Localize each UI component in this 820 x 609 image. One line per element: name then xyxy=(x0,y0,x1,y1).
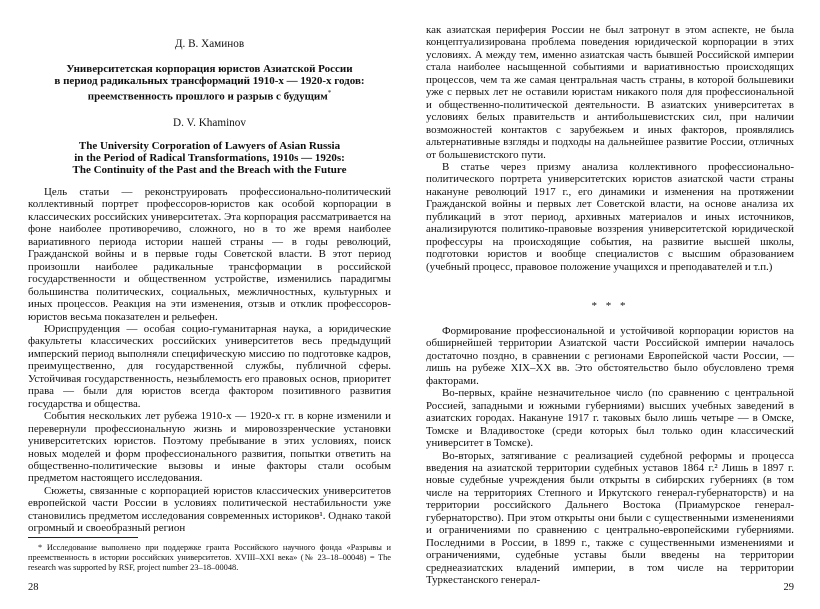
paragraph: Цель статьи — реконструировать профессионально-политический коллективный портрет профессоров-юристов как особой корпорации в классических российских университетах. Эта корпорация рассматривается на фоне наиболее противоречиво, сложного, но в то же время наиболее вариативного периода истории нашей страны — в годы революций, Гражданской войны и в первые годы Советской власти. В этот период произошли наиболее радикальные трансформации в российской государственности и общественном устройстве, изменились парадигмы большинства политических, социальных, межличностных, культурных и иных процессов. Реакция на эти изменения, отзыв и отклик профессоров-юристов весьма показателен и рельефен. xyxy=(28,186,391,323)
footnote-mark: * xyxy=(327,89,332,98)
paragraph: В статье через призму анализа коллективного профессионально-политического портрета университетских юристов азиатской части страны накануне революций 1917 г., его динамики и изменения на протяжении Гражданской войны и первых лет Советской власти, на основе анализа их публикаций в этот период, архивных материалов и иных источников, анализируются политико-правовые воззрения университетской юридической профессуры на происходящие события, на развитие высшей школы, подготовки юристов и вообще специалистов с высшим образованием (учебный процесс, правовое положение учащихся и преподавателей и т.п.) xyxy=(426,160,794,273)
title-en-line: in the Period of Radical Transformations, 1910s — 1920s: xyxy=(74,152,345,165)
body-text-right-top xyxy=(426,24,794,273)
page-number-right: 29 xyxy=(783,582,794,593)
page-number-left: 28 xyxy=(28,582,39,593)
paragraph: Во-вторых, затягивание с реализацией судебной реформы и процесса введения на азиатской территории судебных уставов 1864 г.² Лишь в 1897 г. новые судебные учреждения были открыты в сибирских губерниях (в том числе на территориях Степного и Иркутского генерал-губернаторств) и на территории российского Дальнего Востока (Приамурское генерал-губернаторство). При этом открыты они были с существенными изменениями и ограничениями по сравнению с центрально-европейскими губерниями. Последними в России, в 1899 г., также с существенными изменениями и ограничениями, судебные уставы были введены на территории среднеазиатских владений империи, в том числе на территории Туркестанского генерал- xyxy=(426,449,794,587)
body-text-right-bottom xyxy=(426,325,794,587)
footnote-rule xyxy=(28,537,138,538)
paragraph: События нескольких лет рубежа 1910-х — 1920-х гг. в корне изменили и перевернули профессиональную жизнь и мировоззренческие установки университетских юристов. Поэтому пребывание в этих условиях, поиск новых моделей и форм профессионального развития, попытки ответить на общественно-политические вызовы и иные факторы стали особым предметом настоящего исследования. xyxy=(28,410,391,485)
paragraph: Во-первых, крайне незначительное число (по сравнению с центральной Россией, западными и южными губерниями) высших учебных заведений в азиатских городах. Накануне 1917 г. таковых было лишь четыре — в Омске, Томске и Владивостоке (среди которых был только один классический университет в Томске). xyxy=(426,387,794,450)
title-en-line: The University Corporation of Lawyers of Asian Russia xyxy=(78,140,341,152)
right-page xyxy=(426,0,794,609)
author-ru: Д. В. Хаминов xyxy=(174,38,245,50)
title-en-line: The Continuity of the Past and the Breach with the Future xyxy=(72,164,347,177)
title-ru-line: Университетская корпорация юристов Азиатской России xyxy=(66,63,353,75)
author-en: D. V. Khaminov xyxy=(173,117,246,129)
title-ru-line: в период радикальных трансформаций 1910-х — 1920-х годов: xyxy=(54,75,365,88)
left-page xyxy=(28,0,391,609)
paragraph: Юриспруденция — особая социо-гуманитарная наука, а юридические факультеты классических российских университетов весь предыдущий имперский период выполняли специфическую миссию по подготовке кадров, преимущественно, для государственной службы, публичной сферы. Устойчивая государственность, незыблемость его правовых основ, приоритет права — были для юристов всегда фактором позитивного развития государства и общества. xyxy=(28,322,391,410)
body-text-left xyxy=(28,186,391,535)
title-en xyxy=(28,140,391,177)
paragraph: Сюжеты, связанные с корпорацией юристов классических университетов европейской части России в условиях политической нестабильности уже становились предметом исследования современных историков¹. Однако такой огромный и своеобразный регион xyxy=(28,484,391,535)
paragraph: как азиатская периферия России не был затронут в этом аспекте, не была концептуализирована проблема поведения юридической корпорации в этих условиях. А между тем, именно азиатская часть бывшей Российской империи стала наиболее насыщенной событиями и вариативностью происходящих процессов, чем та же самая центральная часть страны, в которой большевики уже с первых лет не оставили юристам никакого поля для профессиональной и общественно-политической деятельности. В азиатских университетах в условиях белых правительств и антибольшевистских сил, при наличии возможностей контактов с зарубежьем и иных факторов, проявлялись альтернативные взгляды и подходы на дальнейшее развитие России, отличных от большевистского пути. xyxy=(426,24,794,161)
footnote: * Исследование выполнено при поддержке гранта Российского научного фонда «Разрывы и преемственность в истории российских университетов. XVIII–XXI века» (№ 23–18–00048) = The research was supported by RSF, project number 23–18–00048. xyxy=(28,543,391,572)
section-separator: * * * xyxy=(591,300,629,312)
paragraph: Формирование профессиональной и устойчивой корпорации юристов на обширнейшей территории Азиатской части Российской империи началось достаточно поздно, в сравнении с регионами Европейской части России, — лишь на рубеже XIX–XX вв. Это обстоятельство было обусловлено тремя факторами. xyxy=(426,325,794,387)
title-ru xyxy=(28,63,391,103)
title-ru-line: преемственность прошлого и разрыв с будущим* xyxy=(87,89,332,104)
